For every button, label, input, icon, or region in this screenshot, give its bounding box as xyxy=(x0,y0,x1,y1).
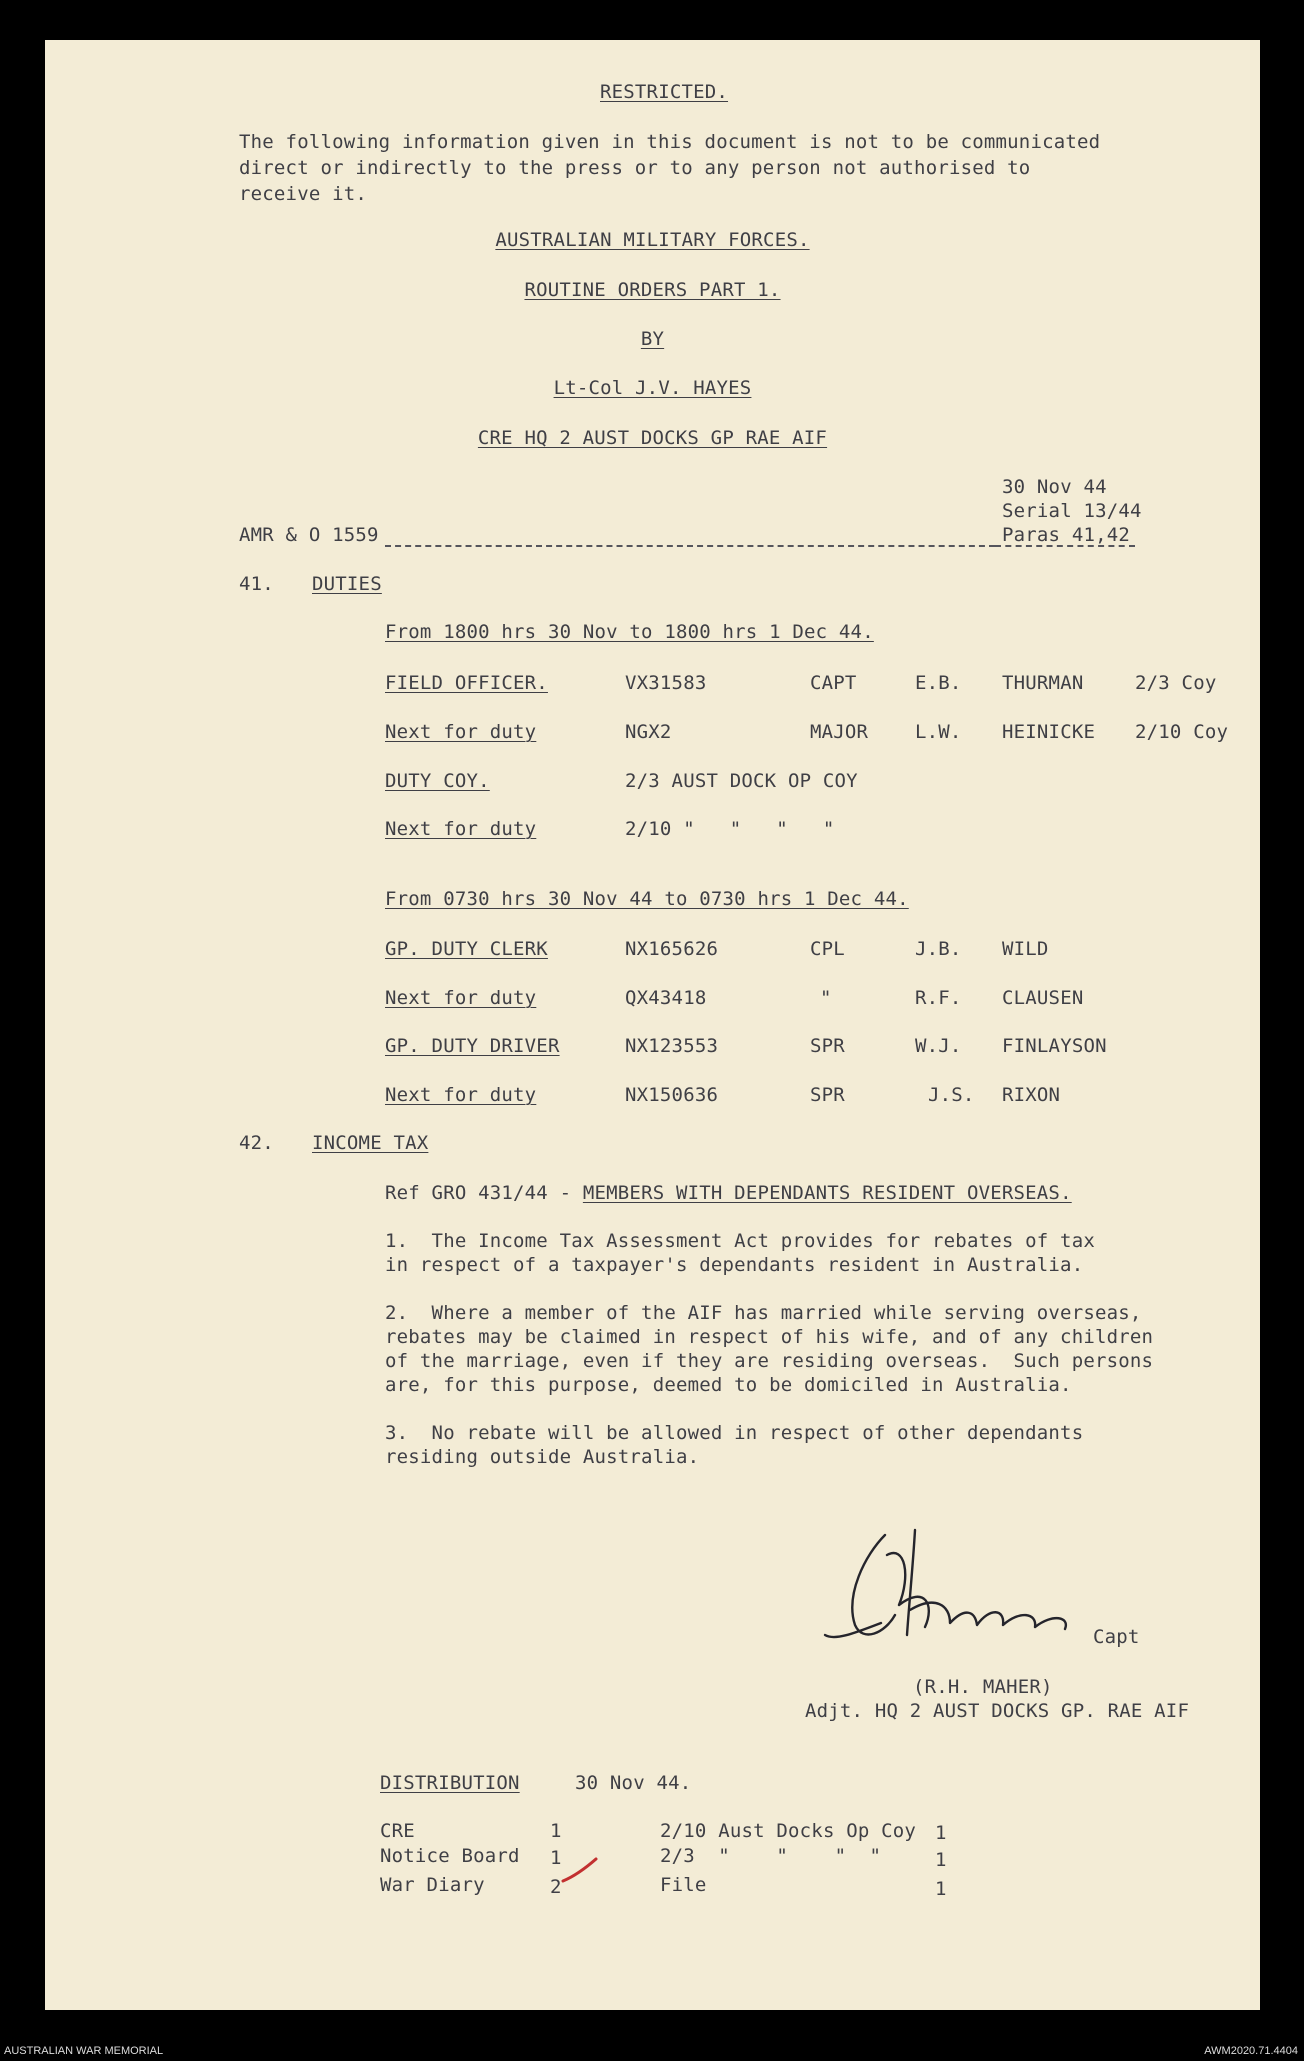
duty-period-1: From 1800 hrs 30 Nov to 1800 hrs 1 Dec 44. xyxy=(385,621,874,643)
distribution-recipient: CRE xyxy=(380,1820,415,1842)
signatory-position: Adjt. HQ 2 AUST DOCKS GP. RAE AIF xyxy=(805,1700,1190,1722)
distribution-recipient: War Diary xyxy=(380,1874,485,1896)
paras-label: Paras 41,42 xyxy=(1002,524,1131,546)
reference-line xyxy=(385,1184,1072,1203)
notice-line-3: receive it. xyxy=(239,183,368,205)
duty-role: Next for duty xyxy=(385,987,537,1009)
rank: CPL xyxy=(810,938,845,960)
item-2-line-3: of the marriage, even if they are residing overseas. Such persons xyxy=(385,1350,1154,1372)
service-number: NX165626 xyxy=(625,938,719,960)
item-2-line-4: are, for this purpose, deemed to be domiciled in Australia. xyxy=(385,1374,1072,1396)
notice-line-2: direct or indirectly to the press or to any person not authorised to xyxy=(239,157,1031,179)
company: 2/10 Coy xyxy=(1135,721,1229,743)
initials: L.W. xyxy=(915,721,962,743)
distribution-recipient: File xyxy=(660,1874,707,1896)
initials: E.B. xyxy=(915,672,962,694)
reference-prefix: Ref GRO 431/44 - xyxy=(385,1182,583,1204)
distribution-qty: 2 xyxy=(550,1876,562,1898)
rank: SPR xyxy=(810,1035,845,1057)
red-tick-mark xyxy=(560,1856,600,1886)
duty-role: GP. DUTY DRIVER xyxy=(385,1035,560,1057)
initials: J.S. xyxy=(928,1084,975,1106)
duty-role: Next for duty xyxy=(385,1084,537,1106)
item-3-line-1: 3. No rebate will be allowed in respect of other dependants xyxy=(385,1422,1084,1444)
signatory-name: (R.H. MAHER) xyxy=(913,1676,1053,1698)
duty-period-2: From 0730 hrs 30 Nov 44 to 0730 hrs 1 Dec 44. xyxy=(385,888,909,910)
duty-role: GP. DUTY CLERK xyxy=(385,938,548,960)
notice-line-1: The following information given in this document is not to be communicated xyxy=(239,131,1101,153)
item-3-line-2: residing outside Australia. xyxy=(385,1446,700,1468)
para-41-heading: DUTIES xyxy=(312,573,382,595)
order-date: 30 Nov 44 xyxy=(1002,476,1107,498)
separator-line-end xyxy=(995,545,1135,547)
separator-line xyxy=(385,545,995,547)
service-number: NX150636 xyxy=(625,1084,719,1106)
ref-code: AMR & O 1559 xyxy=(239,524,379,546)
initials: J.B. xyxy=(915,938,962,960)
surname: RIXON xyxy=(1002,1084,1061,1106)
para-42-heading: INCOME TAX xyxy=(312,1132,429,1154)
duty-company: 2/3 AUST DOCK OP COY xyxy=(625,770,858,792)
surname: CLAUSEN xyxy=(1002,987,1084,1009)
distribution-recipient: 2/3 " " " " xyxy=(660,1845,882,1867)
restricted-label: RESTRICTED. xyxy=(600,81,729,103)
initials: R.F. xyxy=(915,987,962,1009)
distribution-qty: 1 xyxy=(935,1822,947,1844)
distribution-heading: DISTRIBUTION xyxy=(380,1772,520,1794)
duty-role: FIELD OFFICER. xyxy=(385,672,548,694)
item-2-line-1: 2. Where a member of the AIF has married while serving overseas, xyxy=(385,1302,1142,1324)
footer-source: AUSTRALIAN WAR MEMORIAL xyxy=(4,2045,164,2057)
document-page xyxy=(45,40,1260,2010)
duty-role: Next for duty xyxy=(385,721,537,743)
distribution-qty: 1 xyxy=(935,1849,947,1871)
rank: SPR xyxy=(810,1084,845,1106)
signatory-rank: Capt xyxy=(1093,1626,1140,1648)
item-2-line-2: rebates may be claimed in respect of his wife, and of any children xyxy=(385,1326,1154,1348)
document-title: AUSTRALIAN MILITARY FORCES. xyxy=(495,229,810,251)
document-subtitle: ROUTINE ORDERS PART 1. xyxy=(524,279,781,301)
rank: CAPT xyxy=(810,672,857,694)
distribution-qty: 1 xyxy=(935,1878,947,1900)
distribution-qty: 1 xyxy=(550,1847,562,1869)
item-1-line-2: in respect of a taxpayer's dependants resident in Australia. xyxy=(385,1254,1084,1276)
para-41-number: 41. xyxy=(239,573,274,595)
initials: W.J. xyxy=(915,1035,962,1057)
service-number: QX43418 xyxy=(625,987,707,1009)
distribution-recipient: 2/10 Aust Docks Op Coy xyxy=(660,1820,917,1842)
surname: HEINICKE xyxy=(1002,721,1096,743)
service-number: NX123553 xyxy=(625,1035,719,1057)
item-1-line-1: 1. The Income Tax Assessment Act provides for rebates of tax xyxy=(385,1230,1095,1252)
serial-number: Serial 13/44 xyxy=(1002,500,1142,522)
distribution-qty: 1 xyxy=(550,1820,562,1842)
distribution-date: 30 Nov 44. xyxy=(575,1772,692,1794)
duty-company: 2/10 " " " " xyxy=(625,818,835,840)
issuing-officer: Lt-Col J.V. HAYES xyxy=(553,377,752,399)
surname: FINLAYSON xyxy=(1002,1035,1107,1057)
rank: " xyxy=(820,987,832,1009)
surname: THURMAN xyxy=(1002,672,1084,694)
para-42-number: 42. xyxy=(239,1132,274,1154)
by-label: BY xyxy=(640,328,665,350)
surname: WILD xyxy=(1002,938,1049,960)
issuing-unit: CRE HQ 2 AUST DOCKS GP RAE AIF xyxy=(477,427,828,449)
duty-role: Next for duty xyxy=(385,818,537,840)
service-number: NGX2 xyxy=(625,721,672,743)
company: 2/3 Coy xyxy=(1135,672,1217,694)
rank: MAJOR xyxy=(810,721,869,743)
duty-role: DUTY COY. xyxy=(385,770,490,792)
service-number: VX31583 xyxy=(625,672,707,694)
distribution-recipient: Notice Board xyxy=(380,1845,520,1867)
reference-subject: MEMBERS WITH DEPENDANTS RESIDENT OVERSEAS. xyxy=(582,1182,1072,1204)
footer-accession-number: AWM2020.71.4404 xyxy=(1204,2045,1298,2057)
